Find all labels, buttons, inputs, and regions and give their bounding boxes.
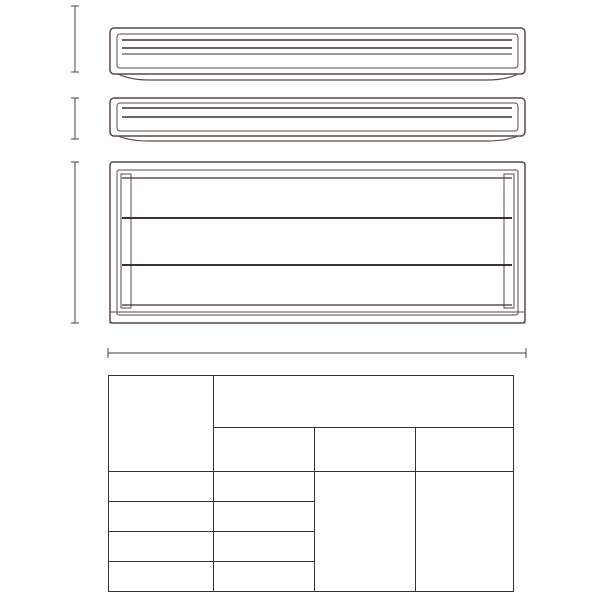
code-cell [109,472,214,502]
depth-header [315,428,416,472]
code-cell [109,502,214,532]
product-dimensions-table [108,375,514,592]
code-cell [109,562,214,592]
top-rack-view [110,162,525,323]
width-cell [214,502,315,532]
depth-cell [315,472,416,592]
width-cell [214,562,315,592]
table-row [109,472,514,502]
code-cell [109,532,214,562]
width-cell [214,532,315,562]
width-cell [214,472,315,502]
code-header [109,376,214,472]
height-cell [416,472,514,592]
width-header [214,428,315,472]
h2-rack-view [110,28,525,80]
h1-rack-view [110,98,525,141]
dims-header [214,376,514,428]
height-header [416,428,514,472]
